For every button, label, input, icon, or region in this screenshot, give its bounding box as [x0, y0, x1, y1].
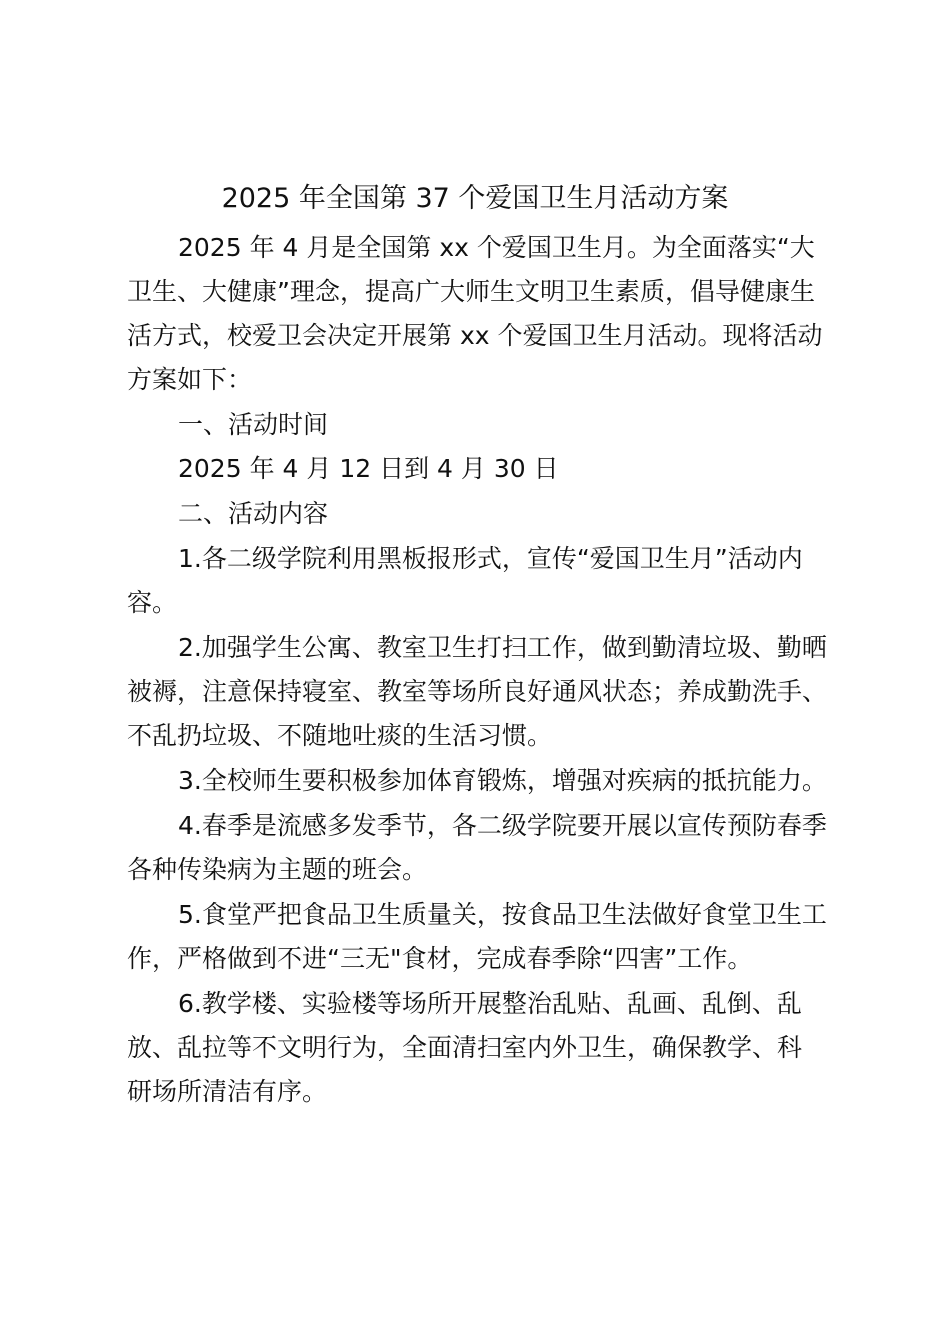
- item4-line-2: 各种传染病为主题的班会。: [127, 855, 428, 884]
- item6-line-1: 6.教学楼、实验楼等场所开展整治乱贴、乱画、乱倒、乱: [178, 989, 802, 1018]
- item1-line-1: 1.各二级学院利用黑板报形式，宣传“爱国卫生月”活动内: [178, 544, 803, 573]
- item1-line-2: 容。: [127, 588, 178, 617]
- intro-line-1: 2025 年 4 月是全国第 xx 个爱国卫生月。为全面落实“大: [178, 233, 815, 262]
- item4-line-1: 4.春季是流感多发季节，各二级学院要开展以宣传预防春季: [178, 811, 827, 840]
- item6-line-3: 研场所清洁有序。: [127, 1077, 328, 1106]
- item2-line-3: 不乱扔垃圾、不随地吐痰的生活习惯。: [127, 721, 553, 750]
- section2-heading: 二、活动内容: [178, 499, 329, 528]
- item2-line-1: 2.加强学生公寓、教室卫生打扫工作，做到勤清垃圾、勤晒: [178, 633, 827, 662]
- intro-line-4: 方案如下：: [127, 365, 253, 394]
- item5-line-2: 作，严格做到不进“三无"食材，完成春季除“四害”工作。: [127, 944, 753, 973]
- item3-line-1: 3.全校师生要积极参加体育锻炼，增强对疾病的抵抗能力。: [178, 766, 827, 795]
- document-title: 2025 年全国第 37 个爱国卫生月活动方案: [221, 183, 729, 214]
- item5-line-1: 5.食堂严把食品卫生质量关，按食品卫生法做好食堂卫生工: [178, 900, 827, 929]
- item2-line-2: 被褥，注意保持寝室、教室等场所良好通风状态；养成勤洗手、: [127, 677, 828, 706]
- intro-line-3: 活方式，校爱卫会决定开展第 xx 个爱国卫生月活动。现将活动: [127, 321, 823, 350]
- section1-heading: 一、活动时间: [178, 410, 329, 439]
- item6-line-2: 放、乱拉等不文明行为，全面清扫室内外卫生，确保教学、科: [127, 1033, 803, 1062]
- intro-line-2: 卫生、大健康”理念，提高广大师生文明卫生素质，倡导健康生: [127, 277, 815, 306]
- section1-text: 2025 年 4 月 12 日到 4 月 30 日: [178, 454, 559, 483]
